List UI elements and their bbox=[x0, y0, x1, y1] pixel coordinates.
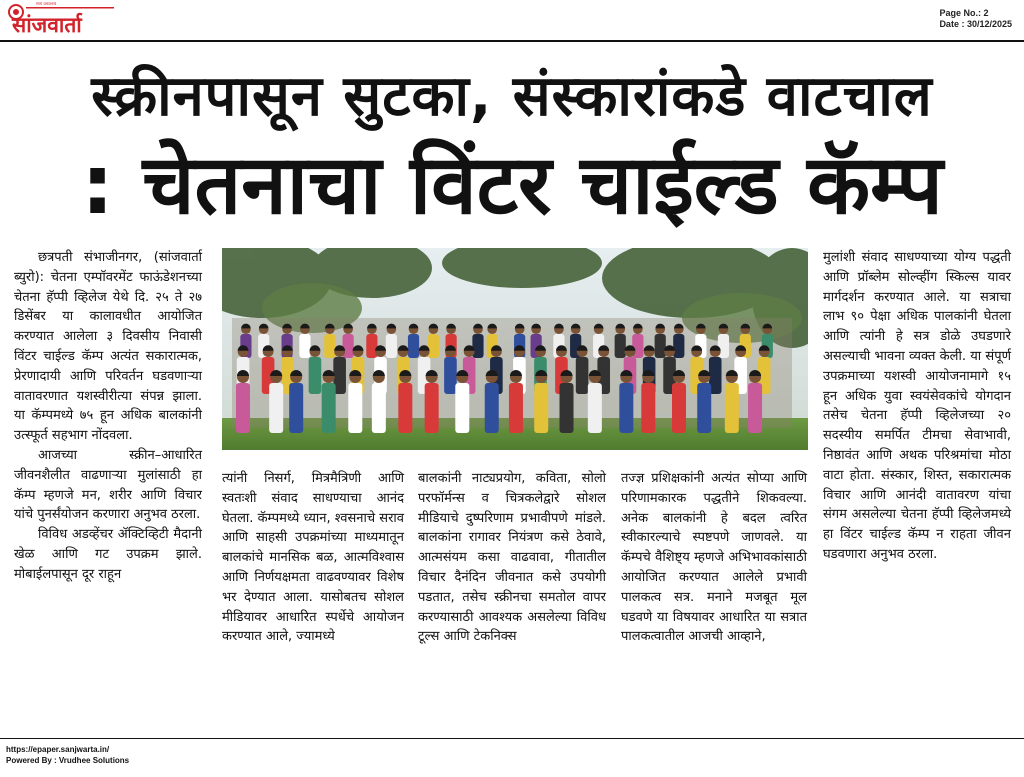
child-figure bbox=[748, 370, 762, 433]
child-figure bbox=[299, 324, 310, 358]
group-photo bbox=[222, 248, 808, 450]
page-date: Date : 30/12/2025 bbox=[939, 19, 1012, 29]
article-column-5 bbox=[823, 248, 1011, 565]
child-figure bbox=[398, 370, 412, 433]
child-figure bbox=[309, 345, 322, 394]
child-figure bbox=[725, 370, 739, 433]
masthead bbox=[0, 0, 1024, 42]
article-paragraph: छत्रपती संभाजीनगर, (सांजवार्ता ब्युरो): चेतना एम्पॉवरमेंट फाऊंडेशनच्या चेतना हॅप्पी व्हिलेज येथे दि. २५ ते २७ डिसेंबर या कालावधीत आयोजित करण्यात आलेला ३ दिवसीय निवासी विंटर चाईल्ड कॅम्प अत्यंत सकारात्मक, प्रेरणादायी आणि परिवर्तन घडवणाऱ्या वातावरणात यशस्वीरीत्या संपन्न झाला. या कॅम्पमध्ये ७५ हून अधिक बालकांनी उत्स्फूर्त सहभाग नोंदवला. bbox=[14, 250, 202, 444]
article-column-4 bbox=[621, 469, 807, 647]
child-figure bbox=[509, 370, 523, 433]
page-number: Page No.: 2 bbox=[939, 8, 989, 18]
child-figure bbox=[641, 370, 655, 433]
child-figure bbox=[697, 370, 711, 433]
logo-text: सांजवार्ता bbox=[12, 13, 82, 36]
page-info bbox=[939, 8, 1012, 30]
child-figure bbox=[236, 370, 250, 433]
article-paragraph: त्यांनी निसर्ग, मित्रमैत्रिणी आणि स्वतःशी संवाद साधण्याचा आनंद घेतला. कॅम्पमध्ये ध्यान, श्वसनाचे सराव आणि साहसी उपक्रमांच्या माध्यमातून बालकांचे मानसिक बळ, आत्मविश्वास आणि निर्णयक्षमता वाढवण्यावर विशेष भर देण्यात आला. यासोबतच सोशल मीडियावर आधारित स्पर्धेचे आयोजन करण्यात आले, ज्यामध्ये bbox=[222, 471, 404, 645]
article-paragraph: बालकांनी नाट्यप्रयोग, कविता, सोलो परफॉर्मन्स व चित्रकलेद्वारे सोशल मीडियाचे दुष्परिणाम प्रभावीपणे मांडले. बालकांना रागावर नियंत्रण कसे ठेवावे, आत्मसंयम कसा वाढवावा, गीतातील विचार दैनंदिन जीवनात कसे उपयोगी पडतात, तसेच स्क्रीनचा समतोल वापर करण्यासाठी आवश्यक असलेल्या विविध टूल्स आणि टेकनिक्स bbox=[418, 471, 606, 645]
article-column-2 bbox=[222, 469, 404, 647]
child-figure bbox=[444, 345, 457, 394]
headline-line-1: स्क्रीनपासून सुटका, संस्कारांकडे वाटचाल bbox=[91, 64, 933, 129]
article-paragraph: तज्ज्ञ प्रशिक्षकांनी अत्यंत सोप्या आणि परिणामकारक पद्धतीने शिकवल्या. अनेक बालकांनी हे बदल त्वरित स्वीकारल्याचे स्पष्टपणे जाणवले. या कॅम्पचे वैशिष्ट्य म्हणजे अभिभावकांसाठी आयोजित करण्यात आलेले प्रभावी पालकत्व सत्र. मनाने मजबूत मूल घडवणे या विषयावर आधारित या सत्रात पालकत्वातील आजची आव्हाने, bbox=[621, 471, 807, 645]
child-figure bbox=[588, 370, 602, 433]
child-figure bbox=[576, 345, 589, 394]
article-paragraph: आजच्या स्क्रीन–आधारित जीवनशैलीत वाढणाऱ्या मुलांसाठी हा कॅम्प म्हणजे मन, शरीर आणि विचार यांचे पुनर्संयोजन करणारा अनुभव ठरला. bbox=[14, 447, 202, 523]
child-figure bbox=[673, 324, 684, 358]
headline-line-2: : चेतनाचा विंटर चाईल्ड कॅम्प bbox=[81, 138, 943, 233]
child-figure bbox=[672, 370, 686, 433]
child-figure bbox=[428, 324, 439, 358]
child-figure bbox=[372, 370, 386, 433]
article-paragraph: विविध अडव्हेंचर ॲक्टिव्हिटी मैदानी खेळ आणि गट उपक्रम झाले. मोबाईलपासून दूर राहून bbox=[14, 527, 202, 582]
logo-graphic bbox=[6, 2, 116, 36]
child-figure bbox=[619, 370, 633, 433]
logo-tagline: सत्य प्रकाशाचे bbox=[36, 2, 57, 6]
group-photo-image bbox=[222, 248, 808, 450]
child-figure bbox=[386, 324, 397, 358]
article-paragraph: मुलांशी संवाद साधण्याच्या योग्य पद्धती आणि प्रॉब्लेम सोल्व्हींग स्किल्स यावर मार्गदर्शन करण्यात आले. या सत्राचा लाभ ९० पेक्षा अधिक पालकांनी घेतला आणि त्यांनी हे सत्र डोळे उघडणारे असल्याची भावना व्यक्त केली. या संपूर्ण उपक्रमाच्या यशस्वी आयोजनामागे १५ हून अधिक युवा स्वयंसेवकांचे योगदान तसेच चेतना हॅप्पी व्हिलेजच्या २० सदस्यीय समर्पित टीमचा सेवाभावी, निष्ठावंत आणि अथक परिश्रमांचा मोठा वाटा होता. संस्कार, शिस्त, सकारात्मक विचार आणि आनंदी वातावरण यांचा संगम असलेल्या चेतना हॅप्पी व्हिलेजमध्ये हा विंटर चाईल्ड कॅम्प न राहता जीवन घडवणारा अनुभव ठरला. bbox=[823, 250, 1011, 562]
child-figure bbox=[425, 370, 439, 433]
child-figure bbox=[348, 370, 362, 433]
child-figure bbox=[485, 370, 499, 433]
masthead-divider bbox=[0, 40, 1024, 42]
child-figure bbox=[408, 324, 419, 358]
article-column-3 bbox=[418, 469, 606, 647]
newspaper-logo[interactable] bbox=[6, 2, 116, 36]
child-figure bbox=[560, 370, 574, 433]
powered-by: Powered By : Vrudhee Solutions bbox=[6, 756, 130, 765]
footer-divider bbox=[0, 738, 1024, 739]
child-figure bbox=[615, 324, 626, 358]
article-column-1 bbox=[14, 248, 202, 585]
child-figure bbox=[322, 370, 336, 433]
footer bbox=[6, 744, 129, 766]
child-figure bbox=[655, 324, 666, 358]
child-figure bbox=[289, 370, 303, 433]
child-figure bbox=[324, 324, 335, 358]
child-figure bbox=[269, 370, 283, 433]
child-figure bbox=[534, 370, 548, 433]
epaper-link[interactable]: https://epaper.sanjwarta.in/ bbox=[6, 745, 110, 754]
child-figure bbox=[455, 370, 469, 433]
